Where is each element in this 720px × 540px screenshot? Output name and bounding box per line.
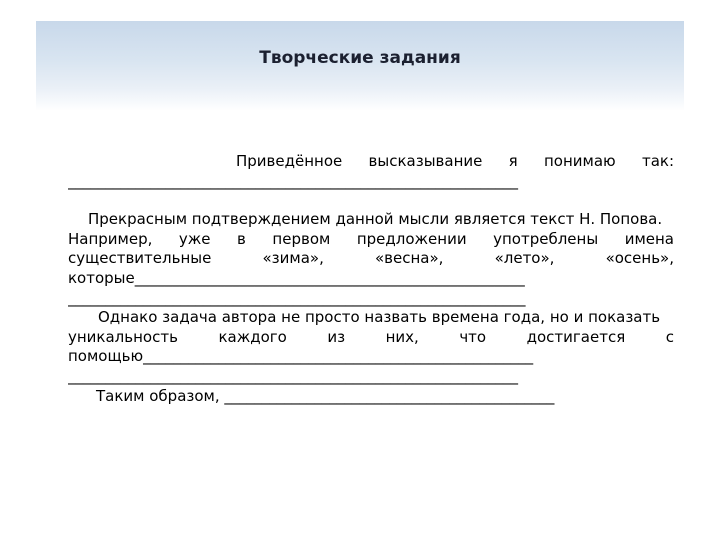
answer-line: _____________________________________________________________ <box>68 288 526 307</box>
paragraph-confirmation: Прекрасным подтверждением данной мысли является текст Н. Попова. <box>88 210 663 229</box>
paragraph-task: Однако задача автора не просто назвать времена года, но и показать <box>98 308 661 327</box>
paragraph-example: Например, уже в первом предложении употреблены имена <box>68 229 674 248</box>
slide-title: Творческие задания <box>259 48 461 68</box>
answer-line: ____________________________________________________________ <box>68 171 518 190</box>
paragraph-uniqueness: уникальность каждого из них, что достигается с <box>68 327 674 346</box>
paragraph-nouns: существительные «зима», «весна», «лето», «осень», <box>68 249 674 268</box>
answer-line: ____________________________________________________________ <box>68 366 518 385</box>
paragraph-conclusion: Таким образом, ____________________________________________ <box>96 386 555 405</box>
answer-line: помощью____________________________________________________ <box>68 347 534 366</box>
paragraph-statement: Приведённое высказывание я понимаю так: <box>236 152 674 170</box>
slide-body <box>68 152 674 406</box>
answer-line: которые____________________________________________________ <box>68 268 525 287</box>
